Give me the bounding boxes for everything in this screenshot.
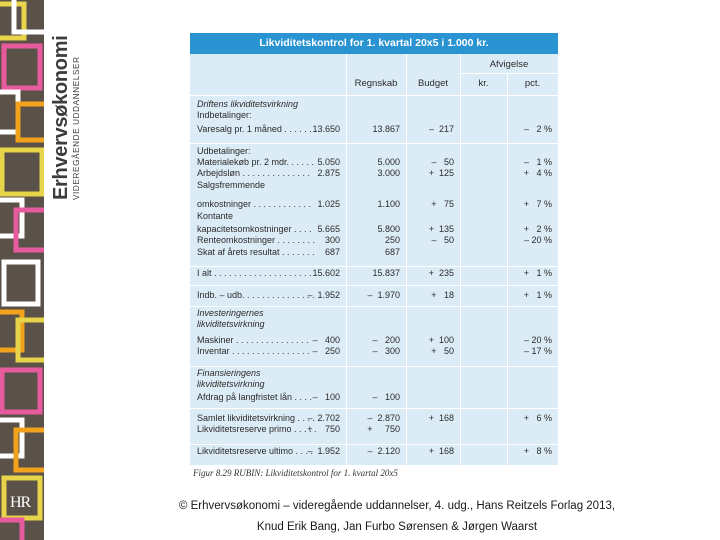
cell-afvigelse-pct: + 8 % [523,446,552,456]
row-label: Driftens likviditetsvirkning [197,99,299,109]
cell-afvigelse-kr: – 50 [431,235,454,245]
copyright-line-2: Knud Erik Bang, Jan Furbo Sørensen & Jørgen Waarst [256,521,538,533]
group-divider [190,408,558,409]
cell-afvigelse-pct: – 1 % [523,157,552,167]
cell-afvigelse-kr: + 18 [431,290,454,300]
row-label: Inventar . . . . . . . . . . . . . . . . [197,346,310,356]
group-divider [190,366,558,367]
header-pct: pct. [524,78,541,89]
cell-afvigelse-kr: – 50 [431,157,454,167]
column-divider [460,54,461,486]
cell-budget: – 100 [372,392,400,402]
row-label: Likviditetsreserve primo . . . . . [197,424,317,434]
cell-regnskab: 13.650 [312,124,340,134]
row-label: Renteomkostninger . . . . . . . . [197,235,316,245]
row-label: kapacitetsomkostninger . . . . [197,224,312,234]
row-label: Afdrag på langfristet lån . . . . [197,392,313,402]
row-label: I alt . . . . . . . . . . . . . . . . . . . . [197,268,312,278]
row-label: likviditetsvirkning [197,379,265,389]
row-label: Maskiner . . . . . . . . . . . . . . . [197,335,309,345]
row-label: omkostninger . . . . . . . . . . . . [197,199,312,209]
cell-budget: + 750 [367,424,400,434]
cell-regnskab: 2.875 [317,168,340,178]
cell-afvigelse-pct: + 1 % [523,290,552,300]
group-divider [190,444,558,445]
cell-regnskab: – 1.952 [307,290,340,300]
cell-budget: 3.000 [377,168,400,178]
row-label: Samlet likviditetsvirkning . . . . [197,413,316,423]
cell-regnskab: 5.050 [317,157,340,167]
cell-regnskab: – 250 [312,346,340,356]
group-divider [190,143,558,144]
cell-budget: 687 [384,247,400,257]
cell-budget: 13.867 [372,124,400,134]
cell-regnskab: + 750 [307,424,340,434]
group-divider [190,266,558,267]
brand-subtitle: VIDEREGÅENDE UDDANNELSER [72,56,81,200]
cell-afvigelse-kr: + 168 [428,446,454,456]
cell-regnskab: – 1.952 [307,446,340,456]
cell-afvigelse-pct: + 1 % [523,268,552,278]
header-kr: kr. [478,78,489,89]
cell-afvigelse-pct: – 17 % [523,346,552,356]
group-divider [190,285,558,286]
cell-regnskab: – 100 [312,392,340,402]
cell-regnskab: – 2.702 [307,413,340,423]
row-label: Salgsfremmende [197,180,266,190]
row-label: Materialekøb pr. 2 mdr. . . . . . [197,157,315,167]
copyright-footer [74,496,720,538]
column-divider [406,54,407,486]
publisher-logo: HR [10,494,31,511]
cell-budget: 5.000 [377,157,400,167]
cell-afvigelse-pct: + 2 % [523,224,552,234]
cell-afvigelse-pct: + 4 % [523,168,552,178]
row-label: Indbetalinger: [197,110,252,120]
cell-afvigelse-kr: + 135 [428,224,454,234]
cell-budget: – 2.870 [367,413,400,423]
figure-caption: Figur 8.29 RUBIN: Likviditetskontrol for 1. kvartal 20x5 [193,468,398,478]
cell-afvigelse-pct: – 20 % [523,235,552,245]
row-label: Kontante [197,211,234,221]
column-divider [346,54,347,486]
cell-afvigelse-kr: + 50 [431,346,454,356]
brand-title: Erhvervsøkonomi [50,35,72,200]
column-divider [507,74,508,486]
row-label: Finansieringens [197,368,261,378]
cell-afvigelse-kr: + 168 [428,413,454,423]
brand-title-block [51,36,82,200]
cell-afvigelse-kr: + 100 [428,335,454,345]
group-divider [190,306,558,307]
subheader-divider [461,73,558,74]
cell-budget: – 1.970 [367,290,400,300]
row-label: Indb. – udb. . . . . . . . . . . . . . . [197,290,315,300]
cell-afvigelse-kr: + 235 [428,268,454,278]
cell-afvigelse-pct: – 20 % [523,335,552,345]
cell-regnskab: 300 [324,235,340,245]
cell-budget: 5.800 [377,224,400,234]
table-title: Likviditetskontrol for 1. kvartal 20x5 i 1.000 kr. [190,33,558,54]
row-label: Udbetalinger: [197,146,251,156]
cell-afvigelse-kr: + 125 [428,168,454,178]
cell-budget: – 200 [372,335,400,345]
row-label: Likviditetsreserve ultimo . . . . [197,446,314,456]
cell-regnskab: 1.025 [317,199,340,209]
header-budget: Budget [417,78,449,89]
cell-regnskab: – 400 [312,335,340,345]
cell-budget: – 300 [372,346,400,356]
cell-budget: – 2.120 [367,446,400,456]
cell-afvigelse-kr: – 217 [428,124,454,134]
cell-budget: 250 [384,235,400,245]
header-afvigelse: Afvigelse [489,59,529,70]
cell-budget: 15.837 [372,268,400,278]
cell-regnskab: 687 [324,247,340,257]
copyright-line-1: © Erhvervsøkonomi – videregående uddannelser, 4. udg., Hans Reitzels Forlag 2013, [178,500,616,512]
decorative-pattern [0,0,44,540]
row-label: Investeringernes [197,308,264,318]
row-label: Skat af årets resultat . . . . . . . [197,247,315,257]
header-divider [190,95,558,96]
cell-regnskab: 5.665 [317,224,340,234]
row-label: likviditetsvirkning [197,319,265,329]
cell-budget: 1.100 [377,199,400,209]
row-label: Varesalg pr. 1 måned . . . . . . . [197,124,317,134]
cell-afvigelse-pct: – 2 % [523,124,552,134]
cell-regnskab: 15.602 [312,268,340,278]
cell-afvigelse-pct: + 6 % [523,413,552,423]
cell-afvigelse-kr: + 75 [431,199,454,209]
cell-afvigelse-pct: + 7 % [523,199,552,209]
header-regnskab: Regnskab [354,78,398,89]
row-label: Arbejdsløn . . . . . . . . . . . . . . [197,168,311,178]
